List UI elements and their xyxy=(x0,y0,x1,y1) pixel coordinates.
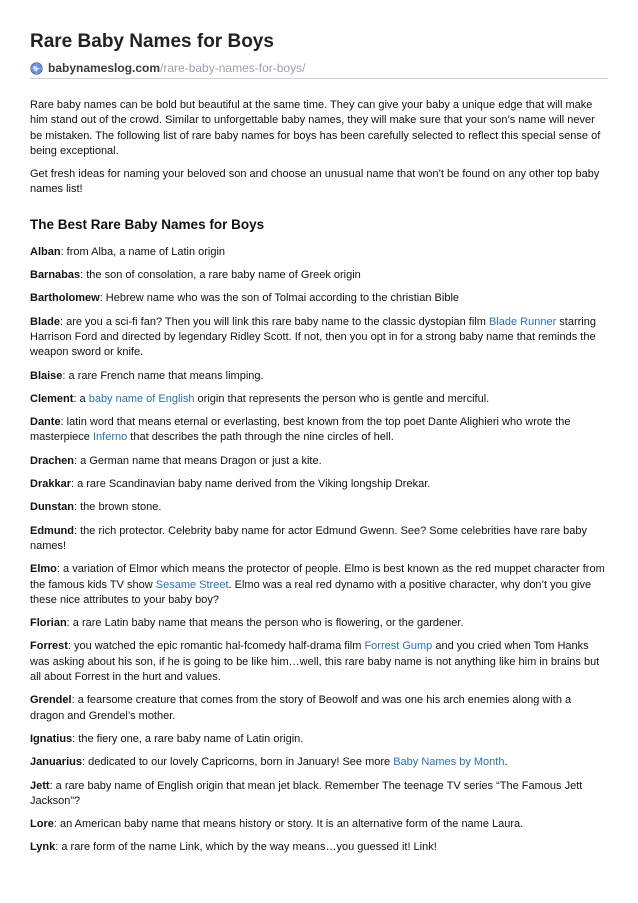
entry-name: Alban xyxy=(30,245,61,258)
list-item xyxy=(30,755,608,770)
source-domain-link[interactable]: babynameslog.com xyxy=(48,61,161,75)
entry-name: Dunstan xyxy=(30,501,74,514)
list-item xyxy=(30,268,608,283)
entry-text: : an American baby name that means history or story. It is an alternative form of the name Laura. xyxy=(53,818,524,831)
list-item xyxy=(30,840,608,855)
list-item xyxy=(30,524,608,555)
entry-name: Florian xyxy=(30,617,67,630)
inline-link[interactable]: Sesame Street xyxy=(155,578,229,591)
globe-icon xyxy=(30,62,43,75)
source-line xyxy=(30,60,608,78)
entry-name: Clement xyxy=(30,392,74,405)
list-item xyxy=(30,817,608,832)
list-item xyxy=(30,562,608,608)
list-item xyxy=(30,639,608,685)
entry-text: : a rare Scandinavian baby name derived from the Viking longship Drekar. xyxy=(70,478,431,491)
entry-name: Dante xyxy=(30,416,61,429)
list-item xyxy=(30,477,608,492)
entry-text: : the fiery one, a rare baby name of Latin origin. xyxy=(72,732,304,745)
title-divider xyxy=(30,78,608,79)
list-item xyxy=(30,291,608,306)
entry-text: origin that represents the person who is gentle and merciful. xyxy=(194,392,490,405)
source-path-link[interactable]: /rare-baby-names-for-boys/ xyxy=(160,61,306,75)
entry-name: Drachen xyxy=(30,454,75,467)
inline-link[interactable]: Blade Runner xyxy=(488,315,557,328)
inline-link[interactable]: Baby Names by Month xyxy=(393,756,505,769)
entry-text: that describes the path through the nine circles of hell. xyxy=(127,431,394,444)
entry-name: Lynk xyxy=(30,841,56,854)
entry-text: : are you a sci-fi fan? Then you will link this rare baby name to the classic dystopian film xyxy=(59,315,489,328)
list-item xyxy=(30,732,608,747)
page-title: Rare Baby Names for Boys xyxy=(30,31,274,52)
entry-name: Blade xyxy=(30,315,60,328)
entry-text: : the son of consolation, a rare baby name of Greek origin xyxy=(80,269,361,282)
entry-name: Lore xyxy=(30,818,54,831)
entry-name: Forrest xyxy=(30,640,68,653)
entry-name: Blaise xyxy=(30,369,63,382)
intro-paragraph: Rare baby names can be bold but beautiful at the same time. They can give your baby a unique edge that will make him stand out of the crowd. Similar to unforgettable baby names, they will make sure that your son’s name will never be mistaken. The following list of rare baby names for boys has been carefully selected to reflect this special sense of being exceptional. xyxy=(30,99,601,157)
inline-link[interactable]: baby name of English xyxy=(88,392,195,405)
list-item xyxy=(30,779,608,810)
entry-text: : a xyxy=(73,392,89,405)
name-list xyxy=(30,245,608,856)
entry-text: : dedicated to our lovely Capricorns, born in January! See more xyxy=(81,756,394,769)
section-heading: The Best Rare Baby Names for Boys xyxy=(30,216,265,232)
entry-name: Jett xyxy=(30,779,50,792)
entry-text: . xyxy=(504,756,508,769)
entry-text: : a rare baby name of English origin that mean jet black. Remember The teenage TV series “The Famous Jett Jackson”? xyxy=(30,779,583,807)
entry-name: Barnabas xyxy=(30,269,81,282)
entry-text: : the brown stone. xyxy=(74,501,162,514)
list-item xyxy=(30,500,608,515)
entry-name: Grendel xyxy=(30,694,72,707)
list-item xyxy=(30,369,608,384)
entry-text: starring Harrison Ford and directed by legendary Ridley Scott. If not, then you opt in for a strong baby name that reminds the weapon sword or knife. xyxy=(30,315,596,359)
list-item xyxy=(30,616,608,631)
list-item xyxy=(30,454,608,469)
entry-text: : from Alba, a name of Latin origin xyxy=(60,245,226,258)
list-item xyxy=(30,245,608,260)
entry-text: : the rich protector. Celebrity baby name for actor Edmund Gwenn. See? Some celebrities have rare baby names! xyxy=(30,524,587,552)
inline-link[interactable]: Forrest Gump xyxy=(364,640,433,653)
entry-text: : latin word that means eternal or everlasting, best known from the top poet Dante Alighieri who wrote the masterpiece xyxy=(30,416,571,444)
entry-name: Ignatius xyxy=(30,732,73,745)
entry-text: : a rare form of the name Link, which by the way means…you guessed it! Link! xyxy=(55,841,437,854)
entry-name: Elmo xyxy=(30,563,57,576)
entry-text: : you watched the epic romantic hal-fcomedy half-drama film xyxy=(67,640,365,653)
list-item xyxy=(30,415,608,446)
entry-name: Bartholomew xyxy=(30,292,100,305)
entry-text: : a rare French name that means limping. xyxy=(62,369,264,382)
entry-text: and you cried when Tom Hanks was asking about his son, if he is going to be like him…well, this rare baby name is not anything like him in brains but all about Forrest in the hurt and values. xyxy=(30,640,600,684)
document-page xyxy=(30,30,608,856)
entry-text: : Hebrew name who was the son of Tolmai according to the christian Bible xyxy=(99,292,460,305)
entry-text: : a fearsome creature that comes from the story of Beowolf and was one his arch enemies along with a dragon and Grendel’s mother. xyxy=(30,694,572,722)
entry-text: . Elmo was a real red dynamo with a positive character, why don’t you give these nice attributes to your baby boy? xyxy=(30,578,592,606)
entry-text: : a German name that means Dragon or just a kite. xyxy=(74,454,322,467)
entry-name: Januarius xyxy=(30,756,82,769)
list-item xyxy=(30,392,608,407)
intro-paragraph: Get fresh ideas for naming your beloved son and choose an unusual name that won’t be found on any other top baby names list! xyxy=(30,168,600,196)
entry-text: : a rare Latin baby name that means the person who is flowering, or the gardener. xyxy=(66,617,464,630)
entry-name: Edmund xyxy=(30,524,74,537)
entry-name: Drakkar xyxy=(30,478,71,491)
list-item xyxy=(30,693,608,724)
entry-text: : a variation of Elmor which means the protector of people. Elmo is best known as the red muppet character from the famous kids TV show xyxy=(30,563,605,591)
inline-link[interactable]: Inferno xyxy=(92,431,128,444)
list-item xyxy=(30,315,608,361)
